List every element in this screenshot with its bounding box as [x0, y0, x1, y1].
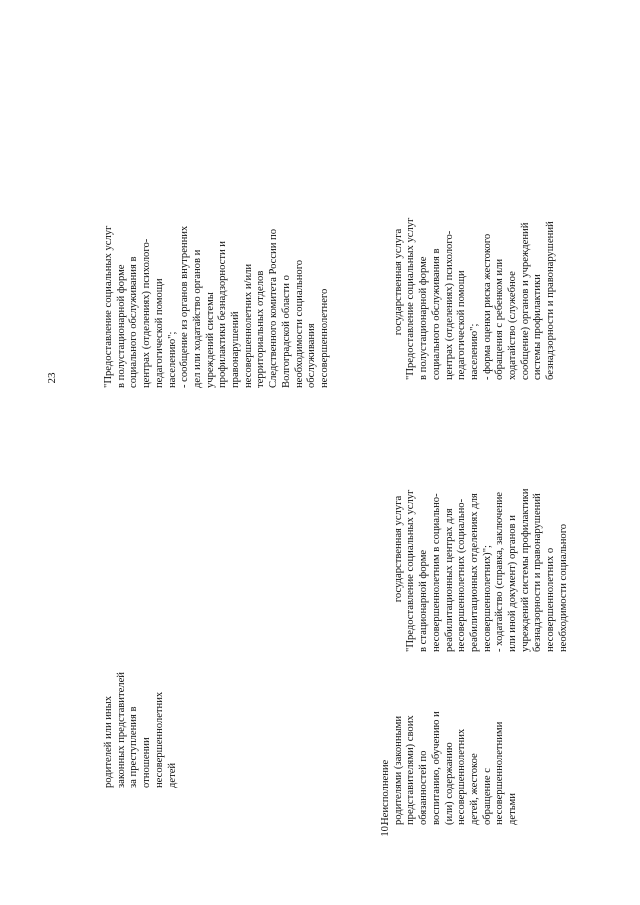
- row-10-violation-cell: Неисполнение родителями (законными представителями) своих обязанностей по воспитанию, обучению и (или) содержанию несовершеннолетних детей, жестокое обращение с несовершеннолетними детьми: [380, 711, 519, 825]
- row-10-service-semistationary-cell: [380, 184, 558, 380]
- service-description: "Предоставление социальных услуг в стационарной форме несовершеннолетним в социально- реабилитационных центрах для несовершеннолетних (социально- реабилитационных отделениях для несовершеннолетних)"; - ходатайство (справка, заключение или иной документ) органов и учреждений системы профилактики безнадзорности и правонарушений несовершеннолетних о необходимости социального: [405, 488, 569, 652]
- row-10-service-stationary-cell: [380, 446, 571, 652]
- service-header: государственная услуга: [392, 495, 404, 603]
- service-description: "Предоставление социальных услуг в полустационарной форме социального обслуживания в центрах (отделениях) психолого- педагогической помощи населению"; - форма оценки риска жестокого обращения с ребенком или ходатайство (служебное сообщение) органов и учреждений системы профилактики безнадзорности и правонарушений: [405, 217, 557, 380]
- page-number: 23: [46, 372, 58, 384]
- row-10-number: 10.: [380, 823, 391, 837]
- rotated-table: [103, 200, 583, 840]
- service-header: государственная услуга: [392, 228, 404, 336]
- row-top-violation-cell: родителей или иных законных представителей за преступления в отношении несовершеннолетних детей: [103, 672, 178, 788]
- row-top-service-cell: "Предоставление социальных услуг в полустационарной форме социального обслуживания в центрах (отделениях) психолого- педагогической помощи населению"; - сообщение из органов внутренних дел или ходатайство органов и учреждений системы профилактики безнадзорности и правонарушений несовершеннолетних и/или территориальных отделов Следственного комитета России по Волгоградской области о необходимости социального обслуживания несовершеннолетнего: [103, 225, 330, 388]
